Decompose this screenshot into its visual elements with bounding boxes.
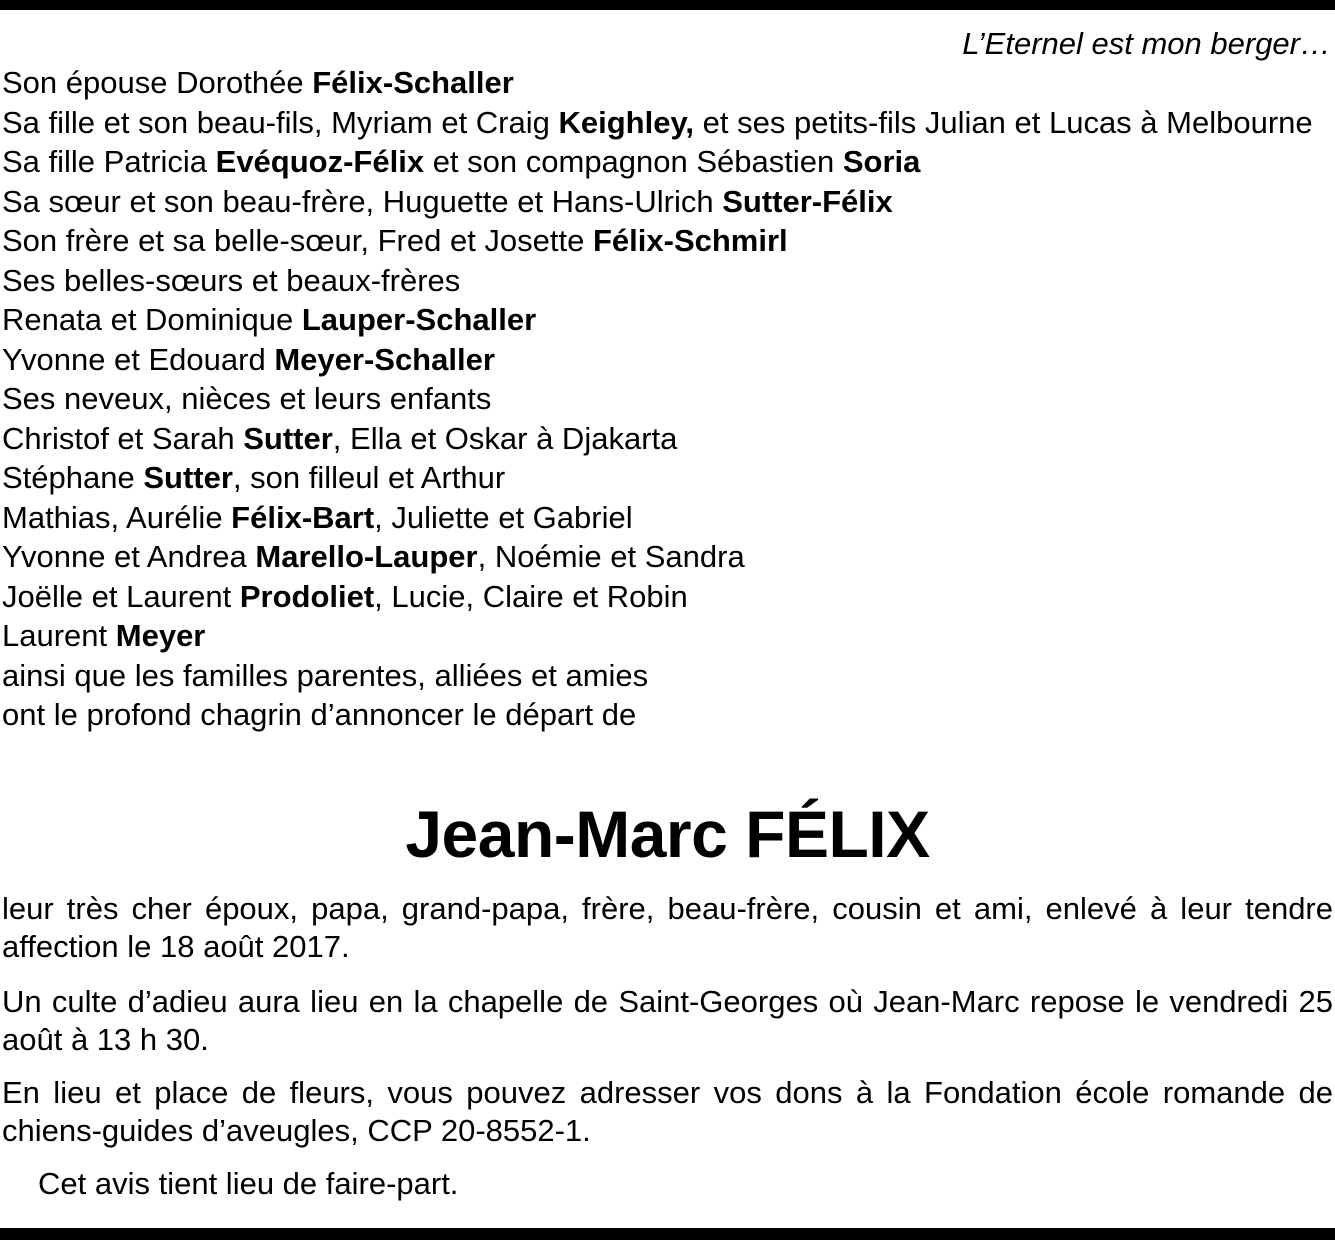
family-line	[2, 616, 1332, 656]
family-line	[2, 656, 1332, 696]
family-line	[2, 221, 1332, 261]
top-border-rule	[0, 0, 1335, 10]
donation-paragraph: En lieu et place de fleurs, vous pouvez adresser vos dons à la Fondation école romande de chiens-guides d’aveugles, CCP 20-8552-1.	[2, 1075, 1333, 1148]
family-line	[2, 142, 1332, 182]
family-line-text: Christof et Sarah	[2, 420, 244, 456]
motto-verse: L’Eternel est mon berger…	[962, 26, 1331, 61]
announcement-paragraph: leur très cher époux, papa, grand-papa, frère, beau-frère, cousin et ami, enlevé à leur tendre affection le 18 août 2017.	[2, 891, 1333, 964]
family-surname: Meyer	[115, 618, 206, 653]
family-line-text: Stéphane	[2, 460, 144, 495]
family-line	[2, 458, 1332, 498]
family-line-text: Son frère et sa belle-sœur, Fred et Josette	[2, 223, 593, 258]
service-paragraph: Un culte d’adieu aura lieu en la chapelle de Saint-Georges où Jean-Marc repose le vendredi 25 août à 13 h 30.	[2, 984, 1333, 1057]
family-line-text: , Juliette et Gabriel	[374, 499, 633, 535]
family-line-text: Son épouse Dorothée	[2, 65, 313, 100]
family-line-text: , Noémie et Sandra	[477, 539, 745, 574]
family-line-text: Renata et Dominique	[2, 302, 302, 337]
family-surname: Prodoliet	[239, 578, 375, 614]
family-line	[2, 103, 1332, 143]
family-line	[2, 300, 1332, 340]
family-line	[2, 577, 1332, 617]
family-list	[2, 63, 1332, 735]
family-line-text: Ses neveux, nièces et leurs enfants	[2, 381, 492, 416]
family-line-text: Sa fille Patricia	[2, 144, 216, 179]
family-surname: Evéquoz-Félix	[215, 144, 425, 179]
family-line-text: ainsi que les familles parentes, alliées et amies	[2, 657, 649, 693]
family-line	[2, 261, 1332, 301]
family-line	[2, 695, 1332, 735]
family-line-text: , Ella et Oskar à Djakarta	[332, 420, 678, 456]
bottom-border-rule	[0, 1228, 1335, 1240]
family-line-text: Joëlle et Laurent	[2, 578, 240, 614]
family-line	[2, 419, 1332, 459]
family-line	[2, 63, 1332, 103]
family-surname: Meyer-Schaller	[274, 341, 495, 377]
family-line-text: Mathias, Aurélie	[2, 499, 232, 535]
family-line	[2, 182, 1332, 222]
family-surname: Sutter-Félix	[722, 183, 893, 219]
family-line-text: , son filleul et Arthur	[232, 460, 506, 495]
family-line-text: Sa fille et son beau-fils, Myriam et Craig	[2, 104, 559, 140]
family-line-text: et ses petits-fils Julian et Lucas à Melbourne	[694, 104, 1313, 140]
family-line	[2, 537, 1332, 577]
family-surname: Marello-Lauper	[255, 539, 478, 574]
family-line-text: Yvonne et Andrea	[2, 539, 256, 574]
family-line-text: Ses belles-sœurs et beaux-frères	[2, 262, 461, 298]
family-surname: Félix-Bart	[231, 499, 375, 535]
family-surname: Keighley,	[558, 104, 695, 140]
deceased-name: Jean-Marc FÉLIX	[405, 797, 930, 871]
family-line-text: , Lucie, Claire et Robin	[374, 578, 688, 614]
family-line-text: Yvonne et Edouard	[2, 341, 275, 377]
family-surname: Soria	[842, 144, 921, 179]
family-surname: Félix-Schaller	[312, 65, 514, 100]
family-surname: Sutter	[143, 460, 233, 495]
closing-note: Cet avis tient lieu de faire-part.	[38, 1166, 459, 1201]
family-surname: Félix-Schmirl	[592, 223, 788, 258]
family-line	[2, 498, 1332, 538]
family-line	[2, 340, 1332, 380]
family-line-text: Laurent	[2, 618, 116, 653]
family-line-text: Sa sœur et son beau-frère, Huguette et Hans-Ulrich	[2, 183, 723, 219]
family-line-text: ont le profond chagrin d’annoncer le départ de	[2, 697, 637, 732]
family-line-text: et son compagnon Sébastien	[424, 144, 843, 179]
family-surname: Lauper-Schaller	[301, 302, 537, 337]
family-surname: Sutter	[243, 420, 333, 456]
family-line	[2, 379, 1332, 419]
